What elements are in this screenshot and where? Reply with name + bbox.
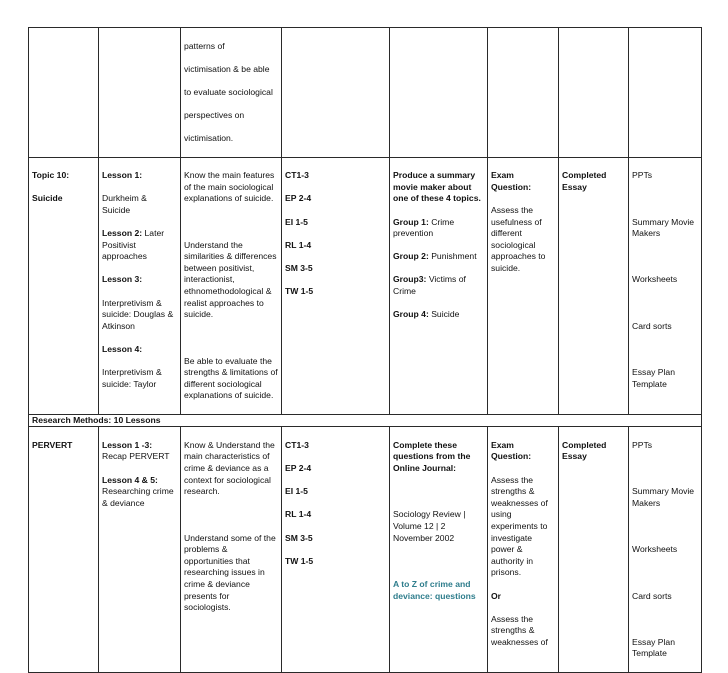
topic-cell: Topic 10: Suicide <box>29 157 99 414</box>
lessons-cell: Lesson 1: Durkheim & Suicide Lesson 2: Later Positivist approaches Lesson 3: Interpretivism & suicide: Douglas & Atkinson Lesson 4: Interpretivism & suicide: Taylor <box>99 157 181 414</box>
exam-cell: Exam Question: Assess the usefulness of different sociological approaches to suicide. <box>488 157 559 414</box>
exam-cell: Exam Question: Assess the strengths & weaknesses of using experiments to investigate power & authority in prisons. Or Assess the strengths & weaknesses of <box>488 427 559 672</box>
table-row <box>29 28 702 158</box>
lessons-cell: Lesson 1 -3: Recap PERVERT Lesson 4 & 5: Researching crime & deviance <box>99 427 181 672</box>
table-row <box>29 157 702 414</box>
activity-cell: Complete these questions from the Online Journal: Sociology Review | Volume 12 | 2 November 2002 A to Z of crime and deviance: questions <box>390 427 488 672</box>
objectives-cell: patterns of victimisation & be able to evaluate sociological perspectives on victimisation. <box>181 28 282 158</box>
objectives-cell: Know & Understand the main characteristics of crime & deviance as a context for sociological research. Understand some of the problems & opportunities that researching issues in crime & deviance presents for sociologists. <box>181 427 282 672</box>
skills-cell: CT1-3 EP 2-4 EI 1-5 RL 1-4 SM 3-5 TW 1-5 <box>282 427 390 672</box>
resources-cell: PPTs Summary Movie Makers Worksheets Card sorts Essay Plan Template <box>629 157 702 414</box>
journal-link[interactable]: A to Z of crime and deviance: questions <box>393 578 476 601</box>
objectives-cell: Know the main features of the main sociological explanations of suicide. Understand the similarities & differences between positivist, interactionist, ethnomethodological & realist approaches to suicide. Be able to evaluate the strengths & limitations of different sociological explanations of suicide. <box>181 157 282 414</box>
resources-cell: PPTs Summary Movie Makers Worksheets Card sorts Essay Plan Template <box>629 427 702 672</box>
outcome-cell: Completed Essay <box>559 157 629 414</box>
outcome-cell: Completed Essay <box>559 427 629 672</box>
section-header: Research Methods: 10 Lessons <box>29 414 702 427</box>
topic-cell: PERVERT <box>29 427 99 672</box>
activity-cell: Produce a summary movie maker about one of these 4 topics. Group 1: Crime prevention Group 2: Punishment Group3: Victims of Crime Group 4: Suicide <box>390 157 488 414</box>
table-row <box>29 414 702 427</box>
table-row <box>29 427 702 672</box>
skills-cell: CT1-3 EP 2-4 EI 1-5 RL 1-4 SM 3-5 TW 1-5 <box>282 157 390 414</box>
scheme-of-work-table <box>28 27 702 673</box>
